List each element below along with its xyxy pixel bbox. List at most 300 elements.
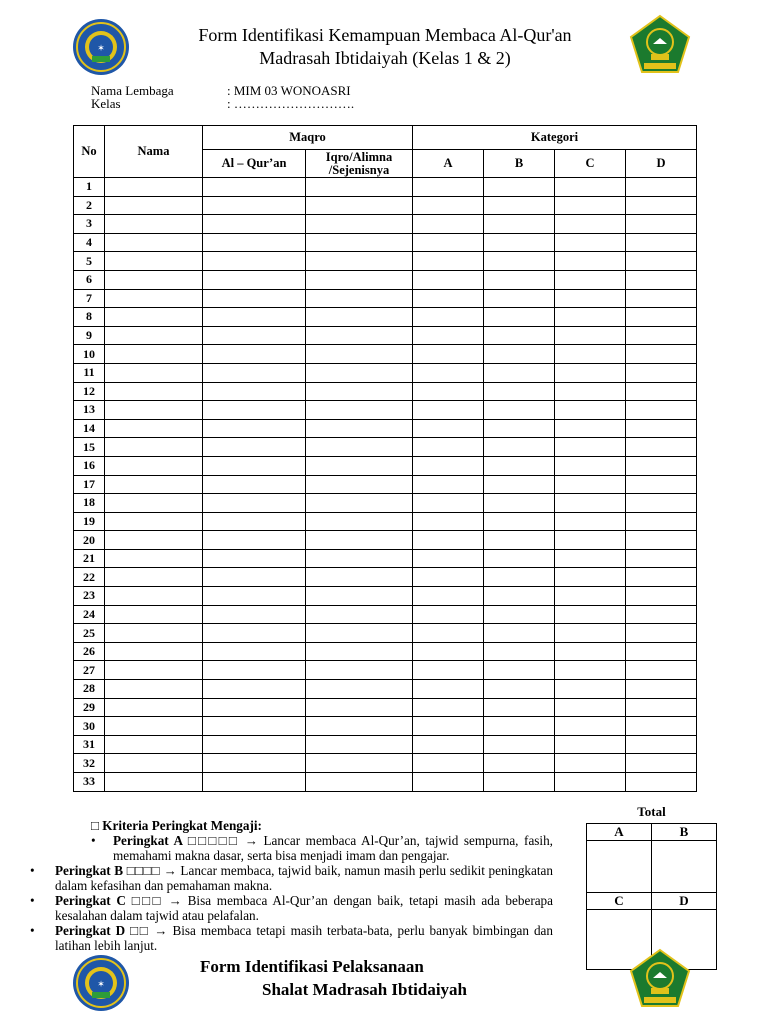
table-cell[interactable] [484, 587, 555, 606]
table-cell[interactable] [555, 475, 626, 494]
row-number: 15 [74, 438, 105, 457]
table-cell[interactable] [413, 196, 484, 215]
col-maqro: Maqro [203, 126, 413, 150]
table-cell[interactable] [203, 773, 306, 792]
kemenag-logo-bottom-right [629, 948, 691, 1010]
table-cell[interactable] [105, 531, 203, 550]
table-cell[interactable] [105, 345, 203, 364]
table-cell[interactable] [203, 605, 306, 624]
table-cell[interactable] [626, 456, 697, 475]
table-cell[interactable] [413, 215, 484, 234]
table-cell[interactable] [413, 178, 484, 197]
table-cell[interactable] [413, 363, 484, 382]
table-cell[interactable] [306, 401, 413, 420]
total-a-label: A [587, 824, 652, 841]
table-cell[interactable] [306, 345, 413, 364]
lembaga-label: Nama Lembaga [91, 83, 174, 98]
table-cell[interactable] [105, 735, 203, 754]
table-cell[interactable] [306, 233, 413, 252]
table-cell[interactable] [484, 624, 555, 643]
row-number: 32 [74, 754, 105, 773]
table-cell[interactable] [484, 773, 555, 792]
col-no: No [74, 126, 105, 178]
table-cell[interactable] [413, 494, 484, 513]
table-cell[interactable] [105, 456, 203, 475]
table-cell[interactable] [555, 270, 626, 289]
table-cell[interactable] [626, 419, 697, 438]
table-cell[interactable] [105, 512, 203, 531]
table-cell[interactable] [555, 642, 626, 661]
table-cell[interactable] [413, 382, 484, 401]
table-cell[interactable] [413, 252, 484, 271]
table-cell[interactable] [203, 196, 306, 215]
table-cell[interactable] [203, 624, 306, 643]
table-row [74, 680, 697, 699]
table-cell[interactable] [484, 549, 555, 568]
table-cell[interactable] [203, 698, 306, 717]
table-cell[interactable] [203, 252, 306, 271]
table-row [74, 178, 697, 197]
table-row [74, 456, 697, 475]
col-kategori: Kategori [413, 126, 697, 150]
table-cell[interactable] [626, 494, 697, 513]
table-cell[interactable] [203, 587, 306, 606]
table-cell[interactable] [413, 289, 484, 308]
table-cell[interactable] [484, 680, 555, 699]
table-row [74, 735, 697, 754]
table-row [74, 754, 697, 773]
row-number: 9 [74, 326, 105, 345]
total-c-label: C [587, 893, 652, 910]
table-cell[interactable] [105, 680, 203, 699]
table-cell[interactable] [626, 531, 697, 550]
table-cell[interactable] [203, 270, 306, 289]
table-cell[interactable] [555, 345, 626, 364]
table-cell[interactable] [626, 661, 697, 680]
table-cell[interactable] [626, 680, 697, 699]
table-cell[interactable] [413, 698, 484, 717]
table-cell[interactable] [484, 178, 555, 197]
table-cell[interactable] [105, 587, 203, 606]
table-cell[interactable] [413, 475, 484, 494]
row-number: 7 [74, 289, 105, 308]
table-cell[interactable] [105, 475, 203, 494]
table-cell[interactable] [484, 512, 555, 531]
table-cell[interactable] [203, 512, 306, 531]
table-cell[interactable] [626, 642, 697, 661]
table-cell[interactable] [626, 605, 697, 624]
table-cell[interactable] [105, 642, 203, 661]
table-cell[interactable] [203, 345, 306, 364]
table-cell[interactable] [413, 345, 484, 364]
table-row [74, 717, 697, 736]
table-cell[interactable] [555, 456, 626, 475]
row-number: 10 [74, 345, 105, 364]
table-cell[interactable] [626, 624, 697, 643]
table-cell[interactable] [306, 549, 413, 568]
school-logo-left [72, 18, 130, 76]
criteria-item-b [30, 863, 553, 893]
total-label: Total [637, 804, 666, 819]
table-cell[interactable] [203, 438, 306, 457]
table-cell[interactable] [555, 754, 626, 773]
table-cell[interactable] [306, 456, 413, 475]
table-cell[interactable] [413, 549, 484, 568]
table-cell[interactable] [626, 252, 697, 271]
table-cell[interactable] [555, 512, 626, 531]
table-cell[interactable] [306, 308, 413, 327]
table-cell[interactable] [306, 382, 413, 401]
table-cell[interactable] [626, 178, 697, 197]
table-cell[interactable] [105, 308, 203, 327]
table-cell[interactable] [105, 438, 203, 457]
table-cell[interactable] [105, 698, 203, 717]
table-cell[interactable] [484, 531, 555, 550]
table-cell[interactable] [203, 233, 306, 252]
table-cell[interactable] [413, 624, 484, 643]
row-number: 22 [74, 568, 105, 587]
table-cell[interactable] [413, 680, 484, 699]
table-cell[interactable] [555, 605, 626, 624]
table-cell[interactable] [555, 308, 626, 327]
table-cell[interactable] [626, 308, 697, 327]
criteria-heading: □ Kriteria Peringkat Mengaji: [91, 818, 262, 833]
table-cell[interactable] [203, 642, 306, 661]
table-cell[interactable] [484, 754, 555, 773]
table-cell[interactable] [306, 178, 413, 197]
table-cell[interactable] [555, 363, 626, 382]
table-cell[interactable] [105, 494, 203, 513]
table-cell[interactable] [555, 252, 626, 271]
table-cell[interactable] [203, 680, 306, 699]
criteria-item-label: Peringkat D □□ → [55, 923, 168, 938]
table-cell[interactable] [484, 233, 555, 252]
table-cell[interactable] [413, 438, 484, 457]
table-cell[interactable] [105, 568, 203, 587]
table-cell[interactable] [306, 363, 413, 382]
table-cell[interactable] [484, 270, 555, 289]
table-cell[interactable] [484, 698, 555, 717]
table-cell[interactable] [626, 735, 697, 754]
table-cell[interactable] [413, 735, 484, 754]
table-cell[interactable] [203, 215, 306, 234]
table-cell[interactable] [555, 438, 626, 457]
table-row [74, 475, 697, 494]
table-cell[interactable] [555, 215, 626, 234]
table-cell[interactable] [626, 382, 697, 401]
row-number: 1 [74, 178, 105, 197]
table-cell[interactable] [484, 326, 555, 345]
table-cell[interactable] [626, 549, 697, 568]
criteria-item-text: Lancar membaca, tajwid baik, namun masih perlu sedikit peningkatan dalam kefasihan dan pemahaman makna. [55, 863, 553, 893]
table-cell[interactable] [203, 549, 306, 568]
table-cell[interactable] [484, 568, 555, 587]
table-cell[interactable] [203, 456, 306, 475]
table-cell[interactable] [105, 773, 203, 792]
table-cell[interactable] [555, 735, 626, 754]
table-cell[interactable] [306, 494, 413, 513]
table-cell[interactable] [626, 475, 697, 494]
row-number: 26 [74, 642, 105, 661]
table-cell[interactable] [306, 680, 413, 699]
table-cell[interactable] [555, 531, 626, 550]
row-number: 11 [74, 363, 105, 382]
table-cell[interactable] [626, 270, 697, 289]
total-b-label: B [652, 824, 717, 841]
table-cell[interactable] [105, 661, 203, 680]
table-cell[interactable] [484, 717, 555, 736]
table-cell[interactable] [555, 382, 626, 401]
table-cell[interactable] [626, 773, 697, 792]
table-row [74, 661, 697, 680]
table-cell[interactable] [203, 419, 306, 438]
table-cell[interactable] [306, 642, 413, 661]
table-cell[interactable] [626, 717, 697, 736]
table-cell[interactable] [413, 661, 484, 680]
table-cell[interactable] [306, 717, 413, 736]
table-cell[interactable] [555, 289, 626, 308]
table-cell[interactable] [484, 252, 555, 271]
table-cell[interactable] [105, 270, 203, 289]
table-cell[interactable] [203, 568, 306, 587]
table-cell[interactable] [555, 717, 626, 736]
row-number: 33 [74, 773, 105, 792]
table-cell[interactable] [306, 661, 413, 680]
table-cell[interactable] [555, 419, 626, 438]
table-row [74, 215, 697, 234]
table-cell[interactable] [105, 382, 203, 401]
row-number: 20 [74, 531, 105, 550]
table-row [74, 401, 697, 420]
table-cell[interactable] [203, 326, 306, 345]
kat-c: C [555, 150, 626, 178]
svg-text:✶: ✶ [97, 44, 105, 54]
criteria-item-d [30, 923, 553, 953]
table-cell[interactable] [105, 252, 203, 271]
table-cell[interactable] [413, 605, 484, 624]
table-cell[interactable] [484, 605, 555, 624]
table-row [74, 326, 697, 345]
table-cell[interactable] [626, 587, 697, 606]
table-cell[interactable] [484, 475, 555, 494]
table-cell[interactable] [413, 512, 484, 531]
row-number: 3 [74, 215, 105, 234]
table-cell[interactable] [203, 308, 306, 327]
table-cell[interactable] [555, 196, 626, 215]
table-cell[interactable] [484, 345, 555, 364]
table-cell[interactable] [105, 401, 203, 420]
table-cell[interactable] [306, 531, 413, 550]
form-title-line2: Madrasah Ibtidaiyah (Kelas 1 & 2) [259, 48, 511, 68]
table-cell[interactable] [105, 419, 203, 438]
bottom-title-line1: Form Identifikasi Pelaksanaan [200, 957, 424, 976]
table-cell[interactable] [306, 252, 413, 271]
table-cell[interactable] [413, 754, 484, 773]
criteria-item-label: Peringkat B □□□□ → [55, 863, 177, 878]
total-d-label: D [652, 893, 717, 910]
table-cell[interactable] [484, 494, 555, 513]
row-number: 17 [74, 475, 105, 494]
table-cell[interactable] [413, 587, 484, 606]
table-cell[interactable] [413, 270, 484, 289]
table-cell[interactable] [105, 178, 203, 197]
table-cell[interactable] [306, 289, 413, 308]
table-cell[interactable] [626, 363, 697, 382]
table-cell[interactable] [413, 456, 484, 475]
table-cell[interactable] [306, 773, 413, 792]
table-cell[interactable] [626, 512, 697, 531]
table-cell[interactable] [484, 308, 555, 327]
table-cell[interactable] [413, 568, 484, 587]
table-cell[interactable] [413, 419, 484, 438]
table-cell[interactable] [105, 549, 203, 568]
table-row [74, 438, 697, 457]
table-cell[interactable] [555, 587, 626, 606]
table-cell[interactable] [555, 568, 626, 587]
table-cell[interactable] [484, 401, 555, 420]
table-cell[interactable] [306, 215, 413, 234]
table-cell[interactable] [105, 605, 203, 624]
table-cell[interactable] [306, 754, 413, 773]
sub-alquran: Al – Qur’an [203, 150, 306, 178]
table-cell[interactable] [555, 773, 626, 792]
table-cell[interactable] [626, 401, 697, 420]
table-cell[interactable] [484, 642, 555, 661]
row-number: 6 [74, 270, 105, 289]
table-cell[interactable] [555, 624, 626, 643]
table-cell[interactable] [484, 661, 555, 680]
table-cell[interactable] [203, 401, 306, 420]
criteria-item-text: Lancar membaca Al-Qur’an, tajwid sempurna, fasih, memahami makna dasar, serta bisa menjadi imam dan pengajar. [113, 833, 553, 863]
table-cell[interactable] [626, 438, 697, 457]
table-cell[interactable] [626, 233, 697, 252]
table-row [74, 196, 697, 215]
table-cell[interactable] [105, 363, 203, 382]
table-cell[interactable] [484, 196, 555, 215]
table-cell[interactable] [306, 419, 413, 438]
table-cell[interactable] [306, 438, 413, 457]
table-cell[interactable] [203, 717, 306, 736]
table-cell[interactable] [484, 438, 555, 457]
table-cell[interactable] [484, 382, 555, 401]
table-row [74, 345, 697, 364]
form-title-line1: Form Identifikasi Kemampuan Membaca Al-Qur'an [198, 25, 572, 45]
table-cell[interactable] [484, 289, 555, 308]
table-cell[interactable] [413, 233, 484, 252]
table-cell[interactable] [306, 568, 413, 587]
criteria-item-c [30, 893, 554, 923]
table-cell[interactable] [626, 215, 697, 234]
table-cell[interactable] [203, 382, 306, 401]
table-cell[interactable] [484, 363, 555, 382]
col-nama: Nama [105, 126, 203, 178]
table-cell[interactable] [203, 178, 306, 197]
table-cell[interactable] [626, 754, 697, 773]
table-cell[interactable] [306, 698, 413, 717]
table-cell[interactable] [203, 494, 306, 513]
table-cell[interactable] [484, 215, 555, 234]
table-row [74, 642, 697, 661]
table-cell[interactable] [626, 196, 697, 215]
row-number: 8 [74, 308, 105, 327]
table-cell[interactable] [203, 289, 306, 308]
row-number: 13 [74, 401, 105, 420]
table-cell[interactable] [555, 680, 626, 699]
table-cell[interactable] [413, 773, 484, 792]
table-cell[interactable] [105, 624, 203, 643]
table-cell[interactable] [203, 531, 306, 550]
table-cell[interactable] [413, 326, 484, 345]
table-cell[interactable] [555, 494, 626, 513]
table-cell[interactable] [555, 233, 626, 252]
criteria-item-text: Bisa membaca tetapi masih terbata-bata, perlu banyak bimbingan dan latihan lebih lanjut. [55, 923, 553, 953]
table-cell[interactable] [413, 642, 484, 661]
table-cell[interactable] [306, 196, 413, 215]
bottom-title-line2: Shalat Madrasah Ibtidaiyah [262, 980, 467, 999]
table-cell[interactable] [626, 289, 697, 308]
row-number: 4 [74, 233, 105, 252]
kat-a: A [413, 150, 484, 178]
table-cell[interactable] [306, 624, 413, 643]
table-cell[interactable] [555, 661, 626, 680]
table-cell[interactable] [413, 531, 484, 550]
table-cell[interactable] [413, 401, 484, 420]
table-cell[interactable] [555, 549, 626, 568]
bullet-icon: • [30, 893, 35, 908]
table-cell[interactable] [306, 512, 413, 531]
table-cell[interactable] [203, 754, 306, 773]
table-cell[interactable] [626, 326, 697, 345]
table-cell[interactable] [203, 475, 306, 494]
table-cell[interactable] [203, 363, 306, 382]
table-cell[interactable] [484, 419, 555, 438]
row-number: 14 [74, 419, 105, 438]
table-cell[interactable] [306, 475, 413, 494]
table-cell[interactable] [105, 215, 203, 234]
table-cell[interactable] [203, 661, 306, 680]
table-cell[interactable] [203, 735, 306, 754]
table-row [74, 549, 697, 568]
table-cell[interactable] [306, 605, 413, 624]
table-cell[interactable] [306, 326, 413, 345]
table-cell[interactable] [555, 178, 626, 197]
table-cell[interactable] [306, 735, 413, 754]
table-cell[interactable] [555, 326, 626, 345]
criteria-section [30, 818, 554, 953]
table-cell[interactable] [484, 735, 555, 754]
table-cell[interactable] [626, 698, 697, 717]
table-cell[interactable] [626, 568, 697, 587]
table-cell[interactable] [555, 401, 626, 420]
row-number: 29 [74, 698, 105, 717]
table-cell[interactable] [555, 698, 626, 717]
table-cell[interactable] [626, 345, 697, 364]
table-cell[interactable] [105, 233, 203, 252]
table-cell[interactable] [413, 308, 484, 327]
sub-iqro: Iqro/Alimna /Sejenisnya [306, 150, 413, 178]
table-cell[interactable] [105, 196, 203, 215]
table-cell[interactable] [105, 754, 203, 773]
table-cell[interactable] [484, 456, 555, 475]
table-cell[interactable] [306, 270, 413, 289]
table-row [74, 308, 697, 327]
table-cell[interactable] [306, 587, 413, 606]
table-cell[interactable] [105, 289, 203, 308]
table-cell[interactable] [105, 326, 203, 345]
table-cell[interactable] [105, 717, 203, 736]
table-row [74, 289, 697, 308]
table-cell[interactable] [413, 717, 484, 736]
